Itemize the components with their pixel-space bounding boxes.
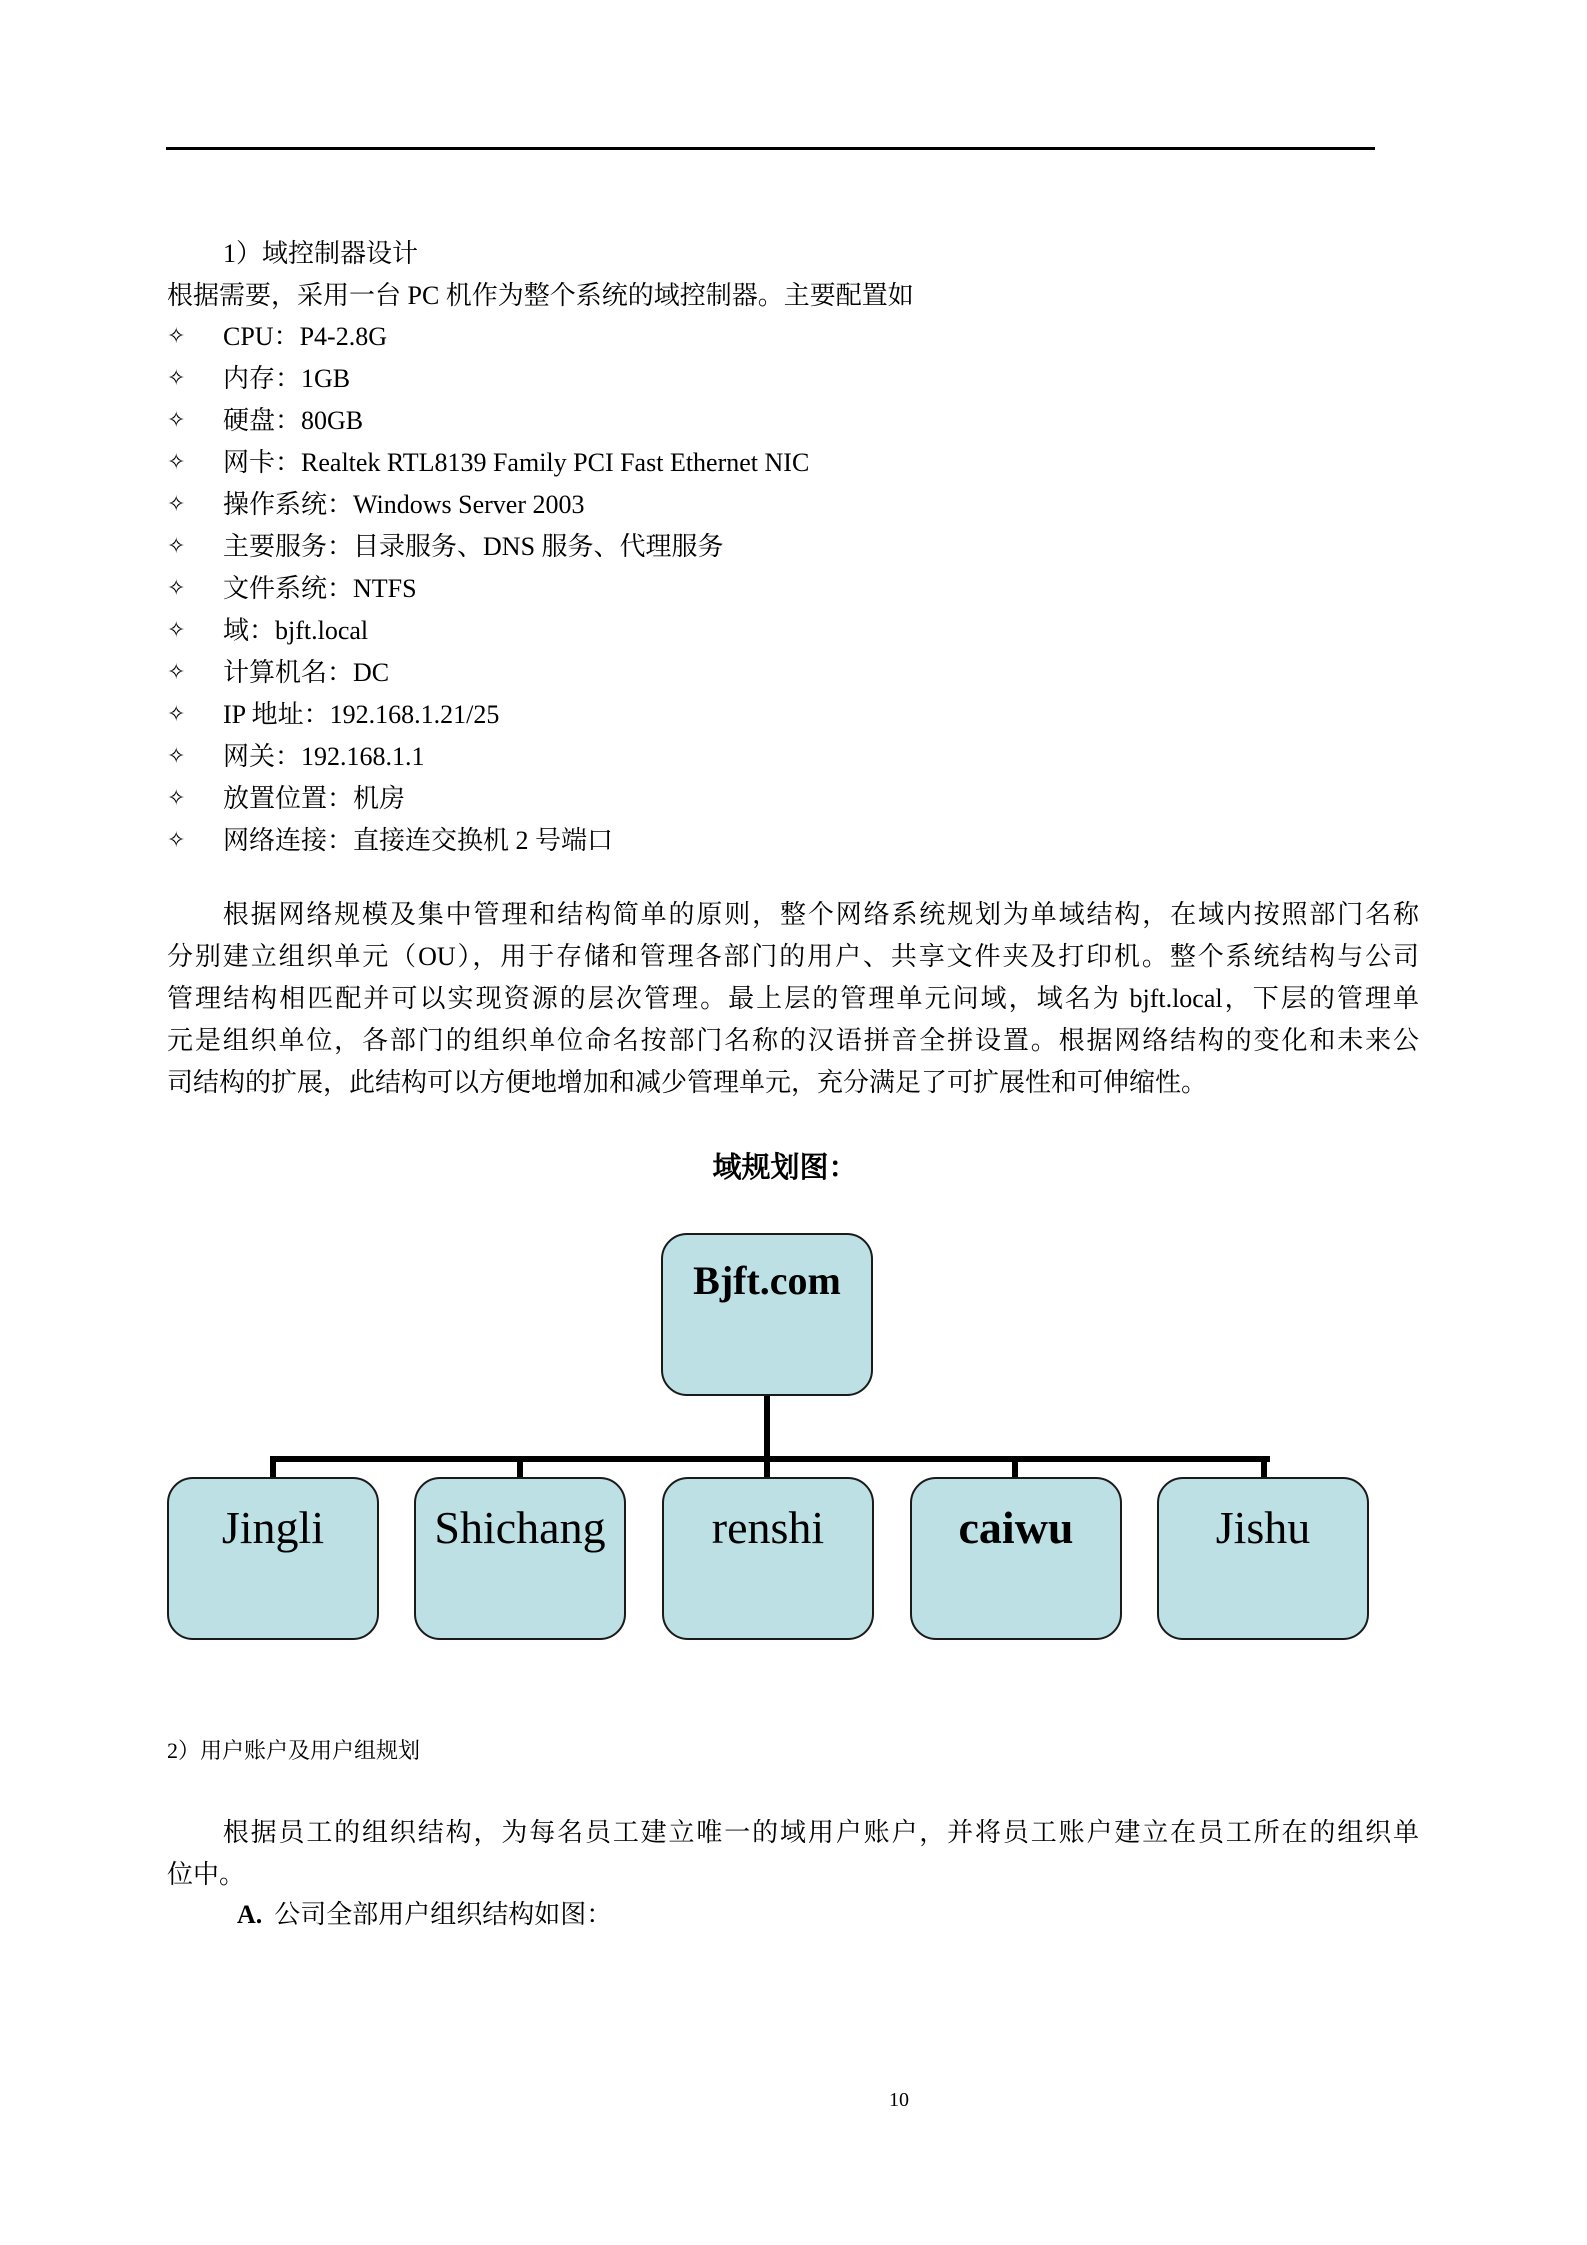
diamond-bullet-icon: ✧	[167, 576, 186, 601]
connector-drop-renshi	[764, 1458, 770, 1478]
tree-node-shichang	[414, 1477, 626, 1640]
node-label: Shichang	[434, 1502, 606, 1553]
spec-value: Realtek RTL8139 Family PCI Fast Ethernet NIC	[301, 448, 810, 477]
diamond-bullet-icon: ✧	[167, 492, 186, 517]
paragraph-line: 根据员工的组织结构，为每名员工建立唯一的域用户账户，并将员工账户建立在员工所在的组织单	[167, 1818, 1419, 1847]
diamond-bullet-icon: ✧	[167, 702, 186, 727]
intro-text: 根据需要，采用一台 PC 机作为整个系统的域控制器。主要配置如	[167, 281, 914, 310]
diamond-bullet-icon: ✧	[167, 366, 186, 391]
diamond-bullet-icon: ✧	[167, 324, 186, 349]
spec-value: bjft.local	[275, 616, 369, 645]
item-text: 公司全部用户组织结构如图：	[274, 1900, 613, 1929]
spec-label: 主要服务：	[223, 532, 354, 561]
spec-label: CPU：	[223, 322, 300, 351]
paragraph-line: 元是组织单位，各部门的组织单位命名按部门名称的汉语拼音全拼设置。根据网络结构的变化和未来公	[167, 1026, 1419, 1055]
spec-value: Windows Server 2003	[353, 490, 585, 519]
tree-node-caiwu	[910, 1477, 1122, 1640]
spec-label: 域：	[223, 616, 276, 645]
domain-structure-paragraph	[167, 894, 1419, 1104]
spec-label: 网卡：	[223, 448, 302, 477]
spec-label: 内存：	[223, 364, 302, 393]
connector-horizontal-bar	[270, 1456, 1270, 1462]
page-number: 10	[889, 2089, 909, 2111]
node-label: Bjft.com	[693, 1258, 841, 1303]
section-heading-domain-controller: 1）域控制器设计	[223, 239, 419, 268]
diamond-bullet-icon: ✧	[167, 618, 186, 643]
spec-label: 操作系统：	[223, 490, 354, 519]
tree-node-renshi	[662, 1477, 874, 1640]
node-label: Jishu	[1215, 1502, 1311, 1553]
header-rule	[166, 147, 1375, 150]
section-heading-user-accounts: 2）用户账户及用户组规划	[167, 1738, 421, 1763]
spec-label: 放置位置：	[223, 784, 354, 813]
paragraph-line: 管理结构相匹配并可以实现资源的层次管理。最上层的管理单元问域，域名为 bjft.local，下层的管理单	[167, 984, 1419, 1013]
spec-value: P4-2.8G	[299, 322, 387, 351]
diamond-bullet-icon: ✧	[167, 828, 186, 853]
spec-value: 1GB	[301, 364, 351, 393]
spec-label: 计算机名：	[223, 658, 354, 687]
diamond-bullet-icon: ✧	[167, 450, 186, 475]
connector-root-trunk	[764, 1396, 770, 1460]
diamond-bullet-icon: ✧	[167, 408, 186, 433]
diamond-bullet-icon: ✧	[167, 786, 186, 811]
spec-label: 硬盘：	[223, 406, 302, 435]
spec-label: 网关：	[223, 742, 302, 771]
spec-value: 目录服务、DNS 服务、代理服务	[353, 532, 724, 561]
node-label: Jingli	[221, 1502, 325, 1553]
list-item-a	[237, 1902, 612, 1928]
spec-value: 192.168.1.1	[301, 742, 425, 771]
spec-label: IP 地址：	[223, 700, 330, 729]
spec-value: NTFS	[353, 574, 417, 603]
paragraph-line: 司结构的扩展，此结构可以方便地增加和减少管理单元，充分满足了可扩展性和可伸缩性。	[167, 1068, 1208, 1097]
paragraph-line: 根据网络规模及集中管理和结构简单的原则，整个网络系统规划为单域结构，在域内按照部门名称	[167, 900, 1419, 929]
spec-label: 文件系统：	[223, 574, 354, 603]
node-label: renshi	[711, 1502, 825, 1553]
user-accounts-paragraph	[167, 1812, 1419, 1896]
spec-value: DC	[353, 658, 390, 687]
spec-value: 80GB	[301, 406, 364, 435]
diagram-title: 域规划图：	[712, 1152, 858, 1184]
item-marker: A.	[237, 1900, 263, 1929]
spec-value: 机房	[353, 784, 406, 813]
tree-node-root	[661, 1233, 873, 1396]
spec-label: 网络连接：	[223, 826, 354, 855]
diamond-bullet-icon: ✧	[167, 534, 186, 559]
connector-drop-jingli	[270, 1458, 276, 1478]
spec-value: 直接连交换机 2 号端口	[353, 826, 614, 855]
diamond-bullet-icon: ✧	[167, 744, 186, 769]
connector-drop-jishu	[1261, 1458, 1267, 1478]
tree-node-jingli	[167, 1477, 379, 1640]
paragraph-line: 位中。	[167, 1860, 246, 1889]
tree-node-jishu	[1157, 1477, 1369, 1640]
node-label: caiwu	[958, 1502, 1074, 1553]
connector-drop-shichang	[517, 1458, 523, 1478]
spec-value: 192.168.1.21/25	[329, 700, 500, 729]
paragraph-line: 分别建立组织单元（OU），用于存储和管理各部门的用户、共享文件夹及打印机。整个系统结构与公司	[167, 942, 1419, 971]
diamond-bullet-icon: ✧	[167, 660, 186, 685]
connector-drop-caiwu	[1012, 1458, 1018, 1478]
